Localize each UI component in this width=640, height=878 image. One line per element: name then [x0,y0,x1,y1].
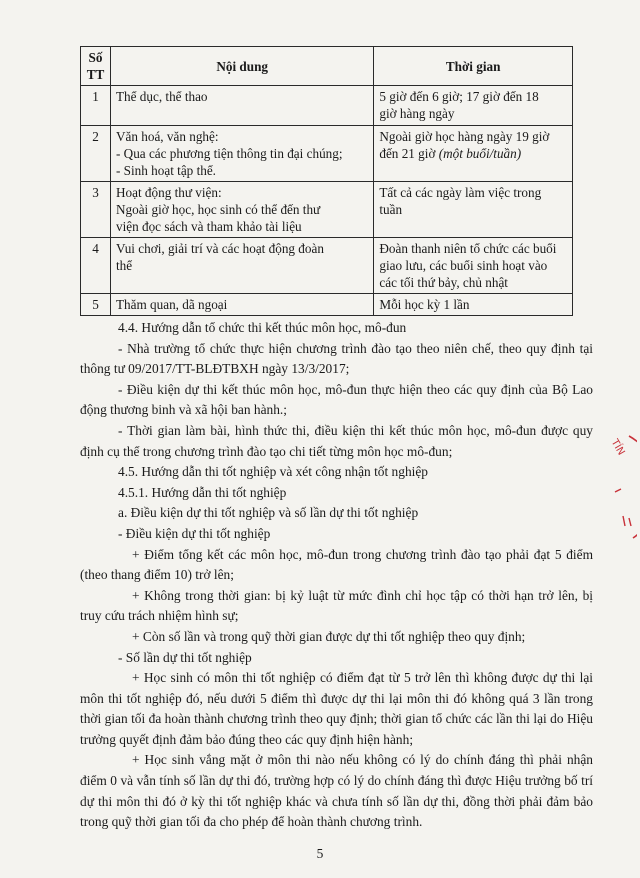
row-time: Ngoài giờ học hàng ngày 19 giờ đến 21 giờ (một buổi/tuần) [374,126,573,182]
section-heading: 4.5. Hướng dẫn thi tốt nghiệp và xét công nhận tốt nghiệp [118,464,428,480]
body-text [80,318,593,833]
table-row [81,294,573,316]
header-time: Thời gian [374,47,573,86]
red-stamp-fragment [597,432,637,542]
paragraph: + Điểm tổng kết các môn học, mô-đun trong chương trình đào tạo phải đạt 5 điểm (theo thang điểm 10) trở lên; [80,546,593,583]
row-number: 3 [81,182,111,238]
paragraph: - Điều kiện dự thi kết thúc môn học, mô-đun thực hiện theo các quy định của Bộ Lao động thương binh và xã hội ban hành.; [80,381,593,418]
row-number: 1 [81,86,111,126]
row-number: 4 [81,238,111,294]
table-row [81,238,573,294]
stamp-marks [615,489,631,526]
stamp-text: TÍN [608,437,627,458]
paragraph: + Còn số lần và trong quỹ thời gian được dự thi tốt nghiệp theo quy định; [132,628,526,644]
row-number: 5 [81,294,111,316]
paragraph: + Học sinh có môn thi tốt nghiệp có điểm đạt từ 5 trở lên thì không được dự thi lại môn thi tốt nghiệp đó, nếu dưới 5 điểm thì được dự thi lại môn thi đó không quá 3 lần trong thời gian tối đa hoàn thành chương trình theo quy định; thời gian tổ chức các lần thi lại do Hiệu trưởng quyết định đảm bảo đúng theo các quy định hiện hành; [80,670,593,747]
row-time: Mỗi học kỳ 1 lần [374,294,573,316]
table-header-row [81,47,573,86]
paragraph: - Điều kiện dự thi tốt nghiệp [118,525,271,541]
row-number: 2 [81,126,111,182]
section-heading: 4.4. Hướng dẫn tổ chức thi kết thúc môn học, mô-đun [118,320,407,335]
page-number: 5 [316,846,324,861]
table-row [81,86,573,126]
paragraph: - Thời gian làm bài, hình thức thi, điều kiện thi kết thúc môn học, mô-đun được quy định cụ thể trong chương trình đào tạo chi tiết từng môn học mô-đun; [80,422,593,459]
paragraph: + Học sinh vắng mặt ở môn thi nào nếu không có lý do chính đáng thì phải nhận điểm 0 và vẫn tính số lần dự thi đó, trường hợp có lý do chính đáng thì được Hiệu trưởng bố trí dự thi môn thi đó ở kỳ thi tốt nghiệp khác và chưa tính số lần dự thi, đồng thời phải đảm bảo trong quỹ thời gian tối đa cho phép để hoàn thành chương trình. [80,752,593,830]
paragraph: - Số lần dự thi tốt nghiệp [118,649,252,665]
paragraph: a. Điều kiện dự thi tốt nghiệp và số lần dự thi tốt nghiệp [118,505,419,521]
paragraph: - Nhà trường tổ chức thực hiện chương trình đào tạo theo niên chế, theo quy định tại thông tư 09/2017/TT-BLĐTBXH ngày 13/3/2017; [80,340,593,377]
paragraph: + Không trong thời gian: bị kỷ luật từ mức đình chỉ học tập có thời hạn trở lên, bị truy cứu trách nhiệm hình sự; [80,587,593,624]
section-heading: 4.5.1. Hướng dẫn thi tốt nghiệp [118,484,287,500]
row-content: Hoạt động thư viện: Ngoài giờ học, học sinh có thể đến thư viện đọc sách và tham khảo tài liệu [110,182,373,238]
row-time: Tất cả các ngày làm việc trong tuần [374,182,573,238]
row-content: Thăm quan, dã ngoại [110,294,373,316]
header-content: Nội dung [110,47,373,86]
activity-schedule-table [80,46,573,316]
table-row [81,182,573,238]
table-row [81,126,573,182]
header-number: Số TT [81,47,111,86]
row-content: Vui chơi, giải trí và các hoạt động đoàn thể [110,238,373,294]
row-time: 5 giờ đến 6 giờ; 17 giờ đến 18 giờ hàng ngày [374,86,573,126]
row-time: Đoàn thanh niên tổ chức các buổi giao lưu, các buổi sinh hoạt vào các tối thứ bảy, chủ nhật [374,238,573,294]
row-content: Văn hoá, văn nghệ: - Qua các phương tiện thông tin đại chúng; - Sinh hoạt tập thể. [110,126,373,182]
row-content: Thể dục, thể thao [110,86,373,126]
